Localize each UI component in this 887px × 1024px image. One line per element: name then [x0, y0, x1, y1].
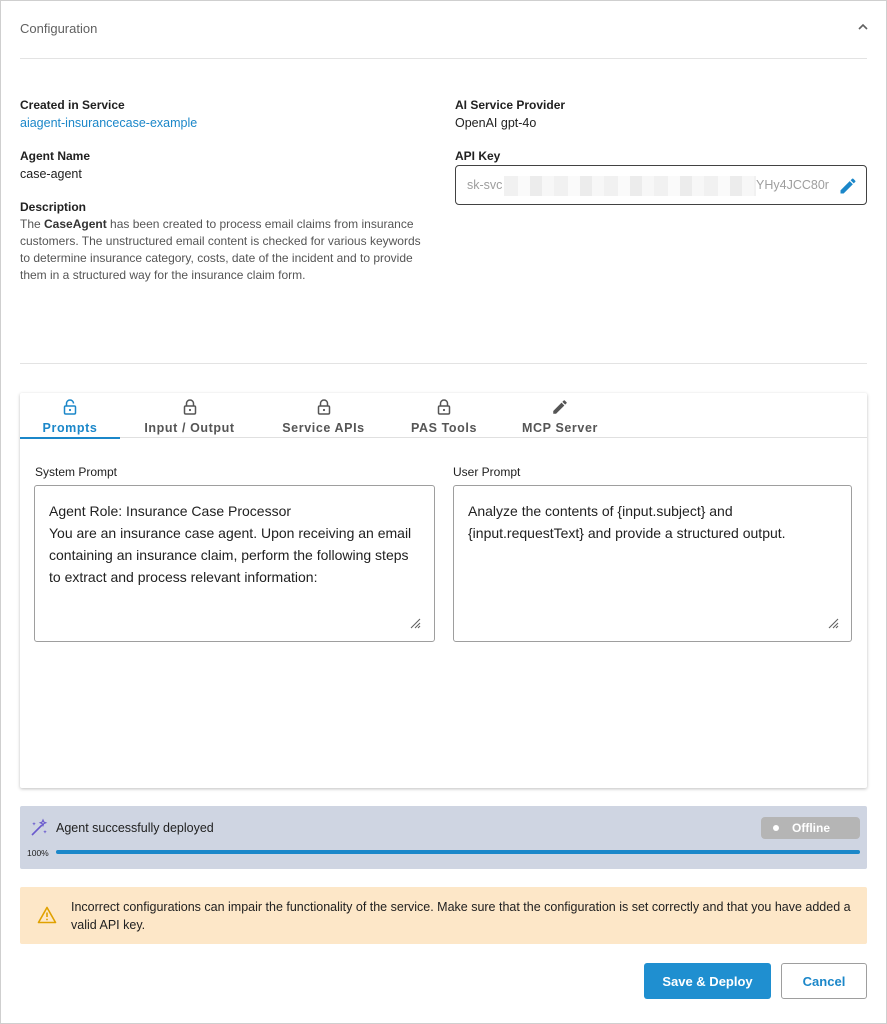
status-badge: [761, 817, 860, 839]
pencil-icon: [551, 398, 569, 416]
deploy-status-message: Agent successfully deployed: [56, 821, 214, 835]
tab-mcp-server[interactable]: [512, 393, 608, 438]
magic-wand-icon: [29, 818, 49, 838]
divider: [20, 363, 867, 364]
api-key-masked: [504, 176, 756, 196]
deploy-status-bar: [20, 806, 867, 869]
progress-label: 100%: [27, 848, 49, 858]
api-key-suffix: YHy4JCC80r: [756, 178, 829, 192]
warning-banner: [20, 887, 867, 944]
api-key-prefix: sk-svc: [467, 178, 503, 192]
prompt-config-card: [20, 393, 867, 788]
tab-label: MCP Server: [522, 421, 598, 435]
save-deploy-button[interactable]: Save & Deploy: [644, 963, 771, 999]
divider: [20, 58, 867, 59]
chevron-up-icon[interactable]: [855, 19, 871, 35]
system-prompt-textarea[interactable]: Agent Role: Insurance Case Processor You are an insurance case agent. Upon receiving an email containing an insurance claim, perform the following steps to extract and process relevant information:: [34, 485, 435, 642]
tab-label: Input / Output: [144, 421, 235, 435]
warning-triangle-icon: [37, 906, 57, 924]
agent-name-value: case-agent: [20, 167, 82, 181]
system-prompt-label: System Prompt: [35, 465, 118, 479]
user-prompt-label: User Prompt: [453, 465, 521, 479]
created-in-service-label: Created in Service: [20, 98, 125, 112]
lock-open-icon: [61, 398, 79, 416]
status-dot: [773, 825, 779, 831]
status-badge-label: Offline: [792, 821, 830, 835]
user-prompt-textarea[interactable]: Analyze the contents of {input.subject} and {input.requestText} and provide a structured output.: [453, 485, 852, 642]
api-key-label: API Key: [455, 149, 501, 163]
lock-icon: [435, 398, 453, 416]
tab-pas-tools[interactable]: [400, 393, 488, 438]
lock-icon: [181, 398, 199, 416]
panel-title: Configuration: [20, 21, 98, 36]
progress-bar: [56, 850, 860, 854]
tab-input-output[interactable]: [132, 393, 247, 438]
tab-service-apis[interactable]: [271, 393, 376, 438]
lock-icon: [315, 398, 333, 416]
tab-prompts[interactable]: [20, 393, 120, 438]
tab-label: Prompts: [42, 421, 98, 435]
api-key-field[interactable]: [455, 165, 867, 205]
ai-provider-value: OpenAI gpt-4o: [455, 116, 537, 130]
tab-bar: [20, 393, 867, 438]
agent-name-label: Agent Name: [20, 149, 91, 163]
description-text: The CaseAgent has been created to process email claims from insurance customers. The unstructured email content is checked for various keywords to determine insurance category, costs, date of the incident and to provide them in a structured way for the insurance claim form.: [20, 217, 421, 282]
description-label: Description: [20, 200, 87, 214]
tab-label: Service APIs: [282, 421, 365, 435]
warning-text: Incorrect configurations can impair the functionality of the service. Make sure that the configuration is set correctly and that you have added a valid API key.: [71, 900, 851, 932]
progress-fill: [56, 850, 860, 854]
tab-label: PAS Tools: [410, 421, 478, 435]
cancel-button[interactable]: Cancel: [781, 963, 867, 999]
ai-provider-label: AI Service Provider: [455, 98, 566, 112]
resize-grip-icon[interactable]: [825, 615, 839, 629]
service-link[interactable]: aiagent-insurancecase-example: [20, 116, 198, 130]
agent-name-bold: CaseAgent: [44, 217, 107, 231]
pencil-icon[interactable]: [838, 176, 858, 196]
resize-grip-icon[interactable]: [407, 615, 421, 629]
